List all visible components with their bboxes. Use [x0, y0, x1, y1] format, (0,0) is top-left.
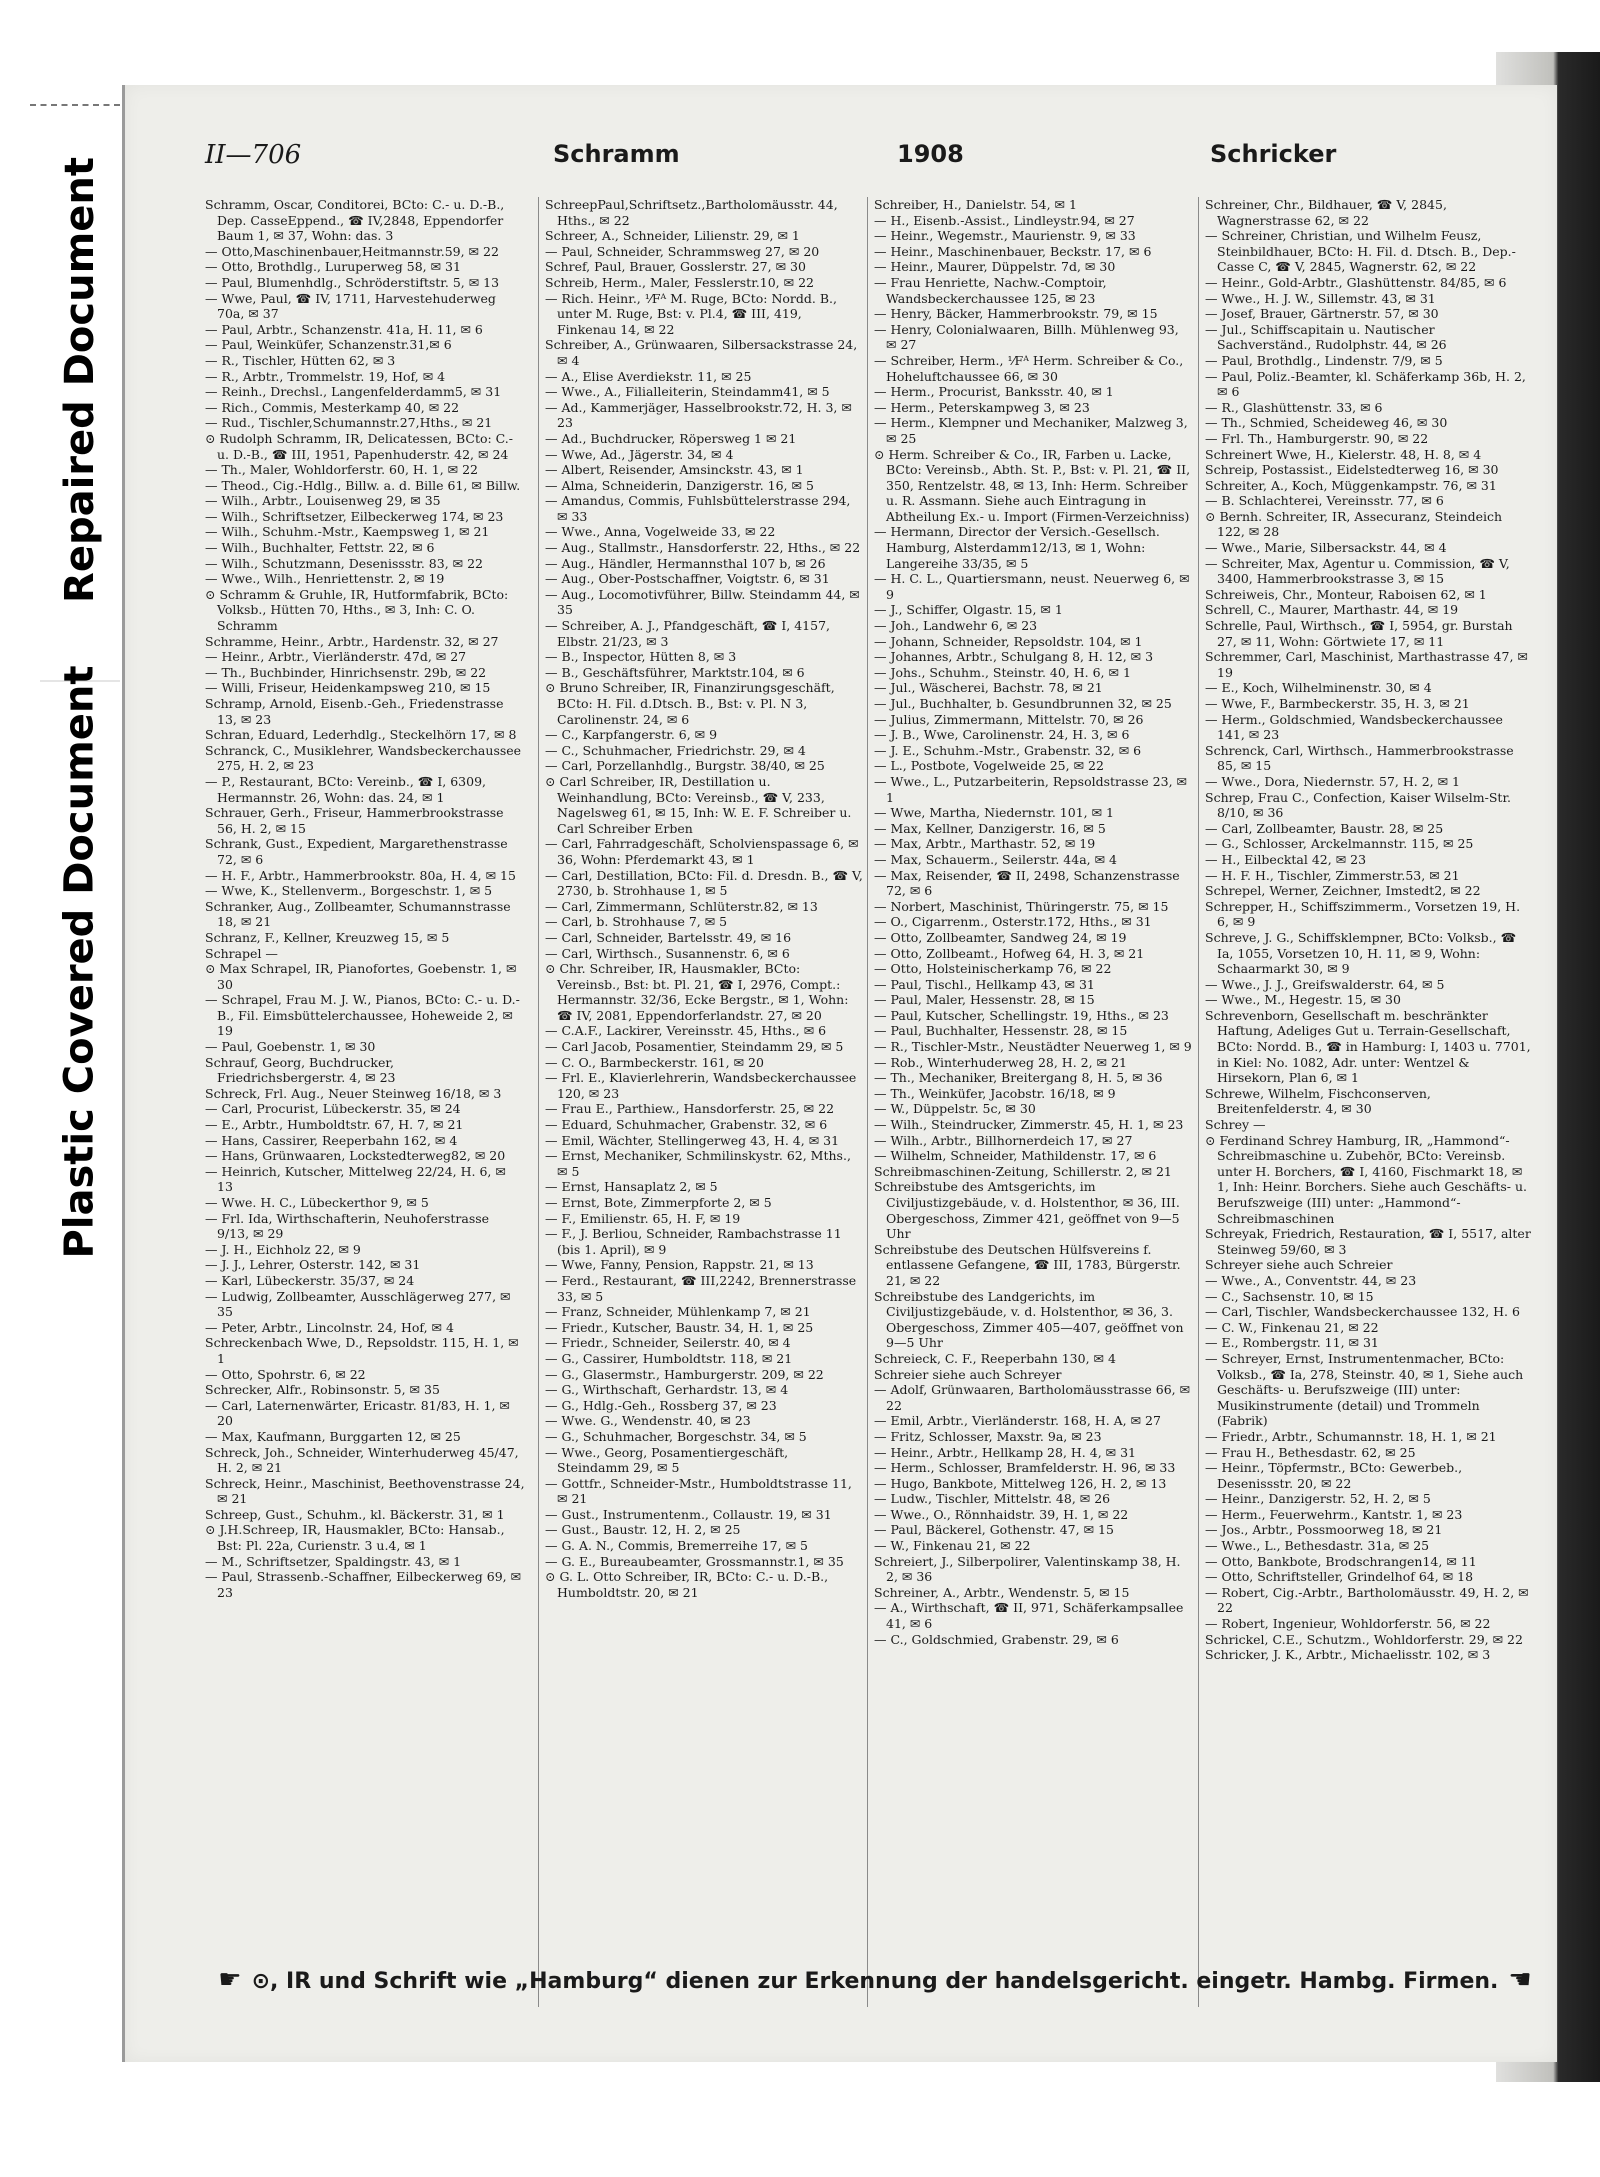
- directory-entry: — Schrapel, Frau M. J. W., Pianos, BCto: C.- u. D.-B., Fil. Eimsbüttelerchaussee, Hoheweide 2, ✉ 19: [205, 992, 520, 1039]
- directory-entry: — Ernst, Hansaplatz 2, ✉ 5: [545, 1179, 718, 1195]
- directory-entry: — Fritz, Schlosser, Maxstr. 9a, ✉ 23: [874, 1428, 1102, 1444]
- directory-entry: — Aug., Ober-Postschaffner, Voigtstr. 6, ✉ 31: [545, 571, 830, 587]
- plastic-label: Plastic Covered Document: [40, 680, 120, 1242]
- directory-entry: — Wwe., L., Putzarbeiterin, Repsoldstrasse 23, ✉ 1: [874, 773, 1187, 805]
- directory-entry: — G., Glasermstr., Hamburgerstr. 209, ✉ 22: [545, 1366, 824, 1382]
- directory-entry: Schran, Eduard, Lederhdlg., Steckelhörn 17, ✉ 8: [205, 727, 517, 743]
- directory-entry: — Wwe., Marie, Silbersackstr. 44, ✉ 4: [1205, 540, 1447, 556]
- directory-entry: — Wilh., Arbtr., Louisenweg 29, ✉ 35: [205, 493, 441, 509]
- directory-entry: ⊙ Max Schrapel, IR, Pianofortes, Goebenstr. 1, ✉ 30: [205, 961, 517, 992]
- directory-entry: — Albert, Reisender, Amsinckstr. 43, ✉ 1: [545, 462, 804, 478]
- directory-entry: — Th., Schmied, Scheideweg 46, ✉ 30: [1205, 415, 1448, 431]
- directory-entry: Schreiber, H., Danielstr. 54, ✉ 1: [874, 197, 1077, 212]
- directory-entry: — Schreiber, Herm., ⅟Fᴬ Herm. Schreiber & Co., Hoheluftchaussee 66, ✉ 30: [874, 352, 1184, 384]
- directory-entry: — C., Karpfangerstr. 6, ✉ 9: [545, 727, 718, 743]
- directory-entry: — G. E., Bureaubeamter, Grossmannstr.1, ✉ 35: [545, 1553, 844, 1569]
- directory-entry: — Carl, Procurist, Lübeckerstr. 35, ✉ 24: [205, 1101, 461, 1117]
- header-left-word: Schramm: [553, 140, 680, 168]
- directory-entry: — Ferd., Restaurant, ☎ III,2242, Brennerstrasse 33, ✉ 5: [545, 1272, 857, 1304]
- directory-entry: — Emil, Arbtr., Vierländerstr. 168, H. A, ✉ 27: [874, 1413, 1161, 1429]
- directory-entry: — Karl, Lübeckerstr. 35/37, ✉ 24: [205, 1272, 415, 1288]
- directory-entry: — Max, Reisender, ☎ II, 2498, Schanzenstrasse 72, ✉ 6: [874, 867, 1180, 899]
- directory-entry: — C., Sachsenstr. 10, ✉ 15: [1205, 1288, 1374, 1304]
- directory-entry: Schricker, J. K., Arbtr., Michaelisstr. 102, ✉ 3: [1205, 1647, 1491, 1663]
- directory-entry: — Frau E., Parthiew., Hansdorferstr. 25, ✉ 22: [545, 1101, 835, 1117]
- directory-entry: — Robert, Cig.-Arbtr., Bartholomäusstr. 49, H. 2, ✉ 22: [1205, 1584, 1529, 1616]
- directory-entry: — Rich. Heinr., ⅟Fᴬ M. Ruge, BCto: Nordd. B., unter M. Ruge, Bst: v. Pl.4, ☎ III, 419, Finkenau 14, ✉ 22: [545, 290, 837, 337]
- directory-entry: — Th., Mechaniker, Breitergang 8, H. 5, ✉ 36: [874, 1070, 1163, 1086]
- directory-entry: — Paul, Weinküfer, Schanzenstr.31,✉ 6: [205, 337, 452, 353]
- directory-entry: Schreve, J. G., Schiffsklempner, BCto: Volksb., ☎ Ia, 1055, Vorsetzen 10, H. 11, ✉ 9, Wohn: Schaarmarkt 30, ✉ 9: [1205, 929, 1517, 977]
- directory-entry: — C. O., Barmbeckerstr. 161, ✉ 20: [545, 1054, 764, 1070]
- directory-entry: — Carl, Porzellanhdlg., Burgstr. 38/40, ✉ 25: [545, 758, 825, 774]
- directory-entry: — Wilh., Schriftsetzer, Eilbeckerweg 174, ✉ 23: [205, 508, 504, 524]
- directory-entry: ⊙ Ferdinand Schrey Hamburg, IR, „Hammond“-Schreibmaschine u. Zubehör, BCto: Vereinsb. unter H. Borchers, ☎ I, 4160, Fischmarkt 18, ✉ 1, Inh: Heinr. Borchers. Siehe auch Geschäfts- u. Berufszweige (III) unter: „Hammond“-Schreibmaschinen: [1205, 1132, 1527, 1226]
- directory-entry: — Wwe. G., Wendenstr. 40, ✉ 23: [545, 1413, 751, 1429]
- directory-entry: — Reinh., Drechsl., Langenfelderdamm5, ✉ 31: [205, 384, 502, 400]
- directory-entry: — P., Restaurant, BCto: Vereinb., ☎ I, 6309, Hermannstr. 26, Wohn: das. 24, ✉ 1: [205, 773, 487, 805]
- directory-entry: Schreyer siehe auch Schreier: [1205, 1257, 1393, 1273]
- directory-entry: — Wilh., Schuhm.-Mstr., Kaempsweg 1, ✉ 21: [205, 524, 490, 540]
- directory-entry: Schrelle, Paul, Wirthsch., ☎ I, 5954, gr. Burstah 27, ✉ 11, Wohn: Görtwiete 17, ✉ 11: [1205, 618, 1513, 649]
- directory-entry: — Theod., Cig.-Hdlg., Billw. a. d. Bille 61, ✉ Billw.: [205, 477, 521, 493]
- directory-entry: ⊙ J.H.Schreep, IR, Hausmakler, BCto: Hansab., Bst: Pl. 22a, Curienstr. 3 u.4, ✉ 1: [205, 1522, 505, 1554]
- directory-entry: Schranz, F., Kellner, Kreuzweg 15, ✉ 5: [205, 929, 450, 945]
- directory-entry: — Peter, Arbtr., Lincolnstr. 24, Hof, ✉ 4: [205, 1319, 454, 1335]
- directory-entry: — Josef, Brauer, Gärtnerstr. 57, ✉ 30: [1205, 306, 1439, 322]
- header-right-word: Schricker: [1210, 140, 1337, 168]
- directory-entry: — Jul., Wäscherei, Bachstr. 78, ✉ 21: [874, 680, 1103, 696]
- directory-entry: Schreer, A., Schneider, Lilienstr. 29, ✉ 1: [545, 228, 800, 244]
- directory-entry: — Eduard, Schuhmacher, Grabenstr. 32, ✉ 6: [545, 1117, 828, 1133]
- directory-entry: — Herm., Klempner und Mechaniker, Malzweg 3, ✉ 25: [874, 415, 1188, 446]
- directory-entry: — R., Tischler-Mstr., Neustädter Neuerweg 1, ✉ 9: [874, 1039, 1192, 1055]
- directory-entry: — Ad., Kammerjäger, Hasselbrookstr.72, H. 3, ✉ 23: [545, 399, 852, 431]
- directory-entry: Schreckenbach Wwe, D., Repsoldstr. 115, H. 1, ✉ 1: [205, 1335, 519, 1366]
- directory-entry: — Paul, Kutscher, Schellingstr. 19, Hths., ✉ 23: [874, 1007, 1169, 1023]
- directory-entry: Schrauer, Gerh., Friseur, Hammerbrookstrasse 56, H. 2, ✉ 15: [205, 805, 504, 836]
- directory-entry: — Wwe., H. J. W., Sillemstr. 43, ✉ 31: [1205, 290, 1436, 306]
- directory-entry: — Th., Weinküfer, Jacobstr. 16/18, ✉ 9: [874, 1085, 1116, 1101]
- directory-entry: — Heinr., Töpfermstr., BCto: Gewerbeb., Desenissstr. 20, ✉ 22: [1205, 1460, 1463, 1491]
- directory-entry: — Carl, b. Strohhause 7, ✉ 5: [545, 914, 728, 930]
- directory-entry: — Aug., Händler, Hermannsthal 107 b, ✉ 26: [545, 555, 826, 571]
- directory-entry: — Heinrich, Kutscher, Mittelweg 22/24, H. 6, ✉ 13: [205, 1163, 506, 1195]
- directory-entry: — Wwe, K., Stellenverm., Borgeschstr. 1, ✉ 5: [205, 883, 493, 899]
- directory-entry: — Wilh., Schutzmann, Desenissstr. 83, ✉ 22: [205, 555, 483, 571]
- directory-entry: — Wwe., Wilh., Henriettenstr. 2, ✉ 19: [205, 571, 445, 587]
- directory-entry: — W., Düppelstr. 5c, ✉ 30: [874, 1101, 1036, 1117]
- directory-entry: — Joh., Landwehr 6, ✉ 23: [874, 618, 1038, 634]
- directory-entry: — W., Finkenau 21, ✉ 22: [874, 1538, 1031, 1554]
- directory-entry: — H., Eisenb.-Assist., Lindleystr.94, ✉ 27: [874, 212, 1135, 228]
- directory-entry: — Hans, Grünwaaren, Lockstedterweg82, ✉ 20: [205, 1148, 506, 1164]
- directory-entry: Schrecker, Alfr., Robinsonstr. 5, ✉ 35: [205, 1382, 440, 1398]
- directory-entry: Schreck, Heinr., Maschinist, Beethovenstrasse 24, ✉ 21: [205, 1475, 525, 1507]
- directory-entry: — Max, Arbtr., Marthastr. 52, ✉ 19: [874, 836, 1096, 852]
- directory-entry: — Heinr., Arbtr., Vierländerstr. 47d, ✉ 27: [205, 649, 467, 665]
- directory-entry: Schrank, Gust., Expedient, Margarethenstrasse 72, ✉ 6: [205, 836, 508, 867]
- directory-entry: — Otto, Zollbeamter, Sandweg 24, ✉ 19: [874, 929, 1127, 945]
- directory-entry: — Paul, Tischl., Hellkamp 43, ✉ 31: [874, 976, 1095, 992]
- directory-entry: Schreiber, A., Grünwaaren, Silbersackstrasse 24, ✉ 4: [545, 337, 858, 368]
- directory-entry: Schreier siehe auch Schreyer: [874, 1366, 1062, 1382]
- column-2: [538, 197, 863, 2007]
- directory-entry: — Norbert, Maschinist, Thüringerstr. 75, ✉ 15: [874, 898, 1169, 914]
- directory-entry: ⊙ Bruno Schreiber, IR, Finanzirungsgeschäft, BCto: H. Fil. d.Dtsch. B., Bst: v. Pl. N 3, Carolinenstr. 24, ✉ 6: [545, 680, 835, 727]
- directory-entry: Schreib, Herm., Maler, Fesslerstr.10, ✉ 22: [545, 274, 814, 290]
- directory-entry: Schranck, C., Musiklehrer, Wandsbeckerchaussee 275, H. 2, ✉ 23: [205, 742, 522, 774]
- directory-entry: — Wwe, Fanny, Pension, Rappstr. 21, ✉ 13: [545, 1257, 814, 1273]
- directory-entry: — Wwe., L., Bethesdastr. 31a, ✉ 25: [1205, 1538, 1430, 1554]
- directory-entry: — E., Rombergstr. 11, ✉ 31: [1205, 1335, 1379, 1351]
- directory-entry: — Schreiber, A. J., Pfandgeschäft, ☎ I, 4157, Elbstr. 21/23, ✉ 3: [545, 618, 831, 649]
- directory-entry: — J. B., Wwe, Carolinenstr. 24, H. 3, ✉ 6: [874, 727, 1130, 743]
- column-3: [867, 197, 1192, 2007]
- directory-entry: — Frl. Ida, Wirthschafterin, Neuhoferstrasse 9/13, ✉ 29: [205, 1210, 490, 1242]
- directory-entry: — O., Cigarrenm., Osterstr.172, Hths., ✉ 31: [874, 914, 1152, 930]
- directory-entry: — R., Arbtr., Trommelstr. 19, Hof, ✉ 4: [205, 368, 446, 384]
- directory-entry: — Wilh., Buchhalter, Fettstr. 22, ✉ 6: [205, 540, 435, 556]
- directory-entry: — Adolf, Grünwaaren, Bartholomäusstrasse 66, ✉ 22: [874, 1382, 1191, 1413]
- directory-entry: ⊙ Chr. Schreiber, IR, Hausmakler, BCto: Vereinsb., Bst: bt. Pl. 21, ☎ I, 2976, Compt.: Hermannstr. 32/36, Ecke Bergstr., ✉ 1, Wohn: ☎ IV, 2081, Eppendorferlandstr. 27, ✉ 20: [545, 961, 849, 1023]
- directory-entry: — E., Arbtr., Humboldtstr. 67, H. 7, ✉ 21: [205, 1117, 464, 1133]
- directory-entry: Schrey —: [1205, 1117, 1266, 1133]
- directory-entry: Schramme, Heinr., Arbtr., Hardenstr. 32, ✉ 27: [205, 633, 499, 649]
- directory-entry: — Herm., Feuerwehrm., Kantstr. 1, ✉ 23: [1205, 1506, 1463, 1522]
- directory-entry: — Wwe., A., Filialleiterin, Steindamm41, ✉ 5: [545, 384, 830, 400]
- directory-entry: — Wwe., Dora, Niedernstr. 57, H. 2, ✉ 1: [1205, 773, 1461, 789]
- directory-entry: — Hans, Cassirer, Reeperbahn 162, ✉ 4: [205, 1132, 458, 1148]
- directory-entry: — Herm., Schlosser, Bramfelderstr. H. 96, ✉ 33: [874, 1460, 1176, 1476]
- directory-entry: — Amandus, Commis, Fuhlsbüttelerstrasse 294, ✉ 33: [545, 493, 851, 524]
- directory-entry: — Carl, Tischler, Wandsbeckerchaussee 132, H. 6: [1205, 1304, 1520, 1320]
- directory-entry: — Otto, Brothdlg., Luruperweg 58, ✉ 31: [205, 259, 461, 275]
- directory-entry: — Emil, Wächter, Stellingerweg 43, H. 4, ✉ 31: [545, 1132, 840, 1148]
- directory-entry: Schramm, Oscar, Conditorei, BCto: C.- u. D.-B., Dep. CasseEppend., ☎ IV,2848, Eppendorfer Baum 1, ✉ 37, Wohn: das. 3: [205, 197, 505, 244]
- directory-entry: — G., Hdlg.-Geh., Rossberg 37, ✉ 23: [545, 1397, 777, 1413]
- directory-entry: — Otto, Schriftsteller, Grindelhof 64, ✉ 18: [1205, 1569, 1474, 1585]
- directory-entry: — Otto, Bankbote, Brodschrangen14, ✉ 11: [1205, 1553, 1477, 1569]
- directory-entry: — Friedr., Arbtr., Schumannstr. 18, H. 1, ✉ 21: [1205, 1428, 1497, 1444]
- directory-entry: — Alma, Schneiderin, Danzigerstr. 16, ✉ 5: [545, 477, 814, 493]
- directory-entry: Schreibstube des Landgerichts, im Civiljustizgebäude, v. d. Holstenthor, ✉ 36, 3. Obergeschoss, Zimmer 405—407, geöffnet von 9—5 Uhr: [874, 1288, 1184, 1351]
- directory-entry: — Ludwig, Zollbeamter, Ausschlägerweg 277, ✉ 35: [205, 1288, 511, 1320]
- header-year: 1908: [897, 140, 964, 168]
- directory-entry: — Max, Schauerm., Seilerstr. 44a, ✉ 4: [874, 851, 1118, 867]
- directory-entry: — E., Koch, Wilhelminenstr. 30, ✉ 4: [1205, 680, 1432, 696]
- directory-entry: ⊙ Schramm & Gruhle, IR, Hutformfabrik, BCto: Volksb., Hütten 70, Hths., ✉ 3, Inh: C. O. Schramm: [205, 586, 509, 634]
- directory-entry: Schreibstube des Amtsgerichts, im Civiljustizgebäude, v. d. Holstenthor, ✉ 36, III. Obergeschoss, Zimmer 421, geöffnet von 9—5 Uhr: [874, 1179, 1180, 1242]
- directory-entry: — Gust., Instrumentenm., Collaustr. 19, ✉ 31: [545, 1506, 832, 1522]
- directory-entry: — Paul, Schneider, Schrammsweg 27, ✉ 20: [545, 243, 820, 259]
- directory-entry: — Max, Kaufmann, Burggarten 12, ✉ 25: [205, 1428, 461, 1444]
- directory-entry: — Carl, Zimmermann, Schlüterstr.82, ✉ 13: [545, 898, 818, 914]
- directory-entry: — Heinr., Wegemstr., Maurienstr. 9, ✉ 33: [874, 228, 1136, 244]
- directory-entry: — Herm., Peterskampweg 3, ✉ 23: [874, 399, 1090, 415]
- directory-entry: — Carl, Destillation, BCto: Fil. d. Dresdn. B., ☎ V, 2730, b. Strohhause 1, ✉ 5: [545, 867, 863, 899]
- directory-entry: Schreieck, C. F., Reeperbahn 130, ✉ 4: [874, 1350, 1116, 1366]
- directory-entry: — Wwe, Ad., Jägerstr. 34, ✉ 4: [545, 446, 734, 462]
- directory-entry: — Frau Henriette, Nachw.-Comptoir, Wandsbeckerchaussee 125, ✉ 23: [874, 274, 1107, 306]
- directory-page: [122, 85, 1557, 2062]
- directory-entry: ⊙ G. L. Otto Schreiber, IR, BCto: C.- u. D.-B., Humboldtstr. 20, ✉ 21: [545, 1569, 829, 1600]
- directory-entry: — Paul, Bäckerel, Gothenstr. 47, ✉ 15: [874, 1522, 1114, 1538]
- directory-entry: — Schreyer, Ernst, Instrumentenmacher, BCto: Volksb., ☎ Ia, 278, Steinstr. 40, ✉ 1, Siehe auch Geschäfts- u. Berufszweige (III) unter: Musikinstrumente (detail) und Trommeln (Fabrik): [1205, 1350, 1524, 1429]
- directory-entry: — Jos., Arbtr., Possmoorweg 18, ✉ 21: [1205, 1522, 1443, 1538]
- directory-entry: — G. A. N., Commis, Bremerreihe 17, ✉ 5: [545, 1538, 808, 1554]
- directory-entry: Schreiert, J., Silberpolirer, Valentinskamp 38, H. 2, ✉ 36: [874, 1553, 1181, 1585]
- directory-entry: — Wwe. H. C., Lübeckerthor 9, ✉ 5: [205, 1195, 429, 1210]
- directory-entry: — L., Postbote, Vogelweide 25, ✉ 22: [874, 758, 1104, 774]
- directory-entry: — J. J., Lehrer, Osterstr. 142, ✉ 31: [205, 1257, 421, 1273]
- directory-entry: ⊙ Bernh. Schreiter, IR, Assecuranz, Steindeich 122, ✉ 28: [1205, 508, 1503, 540]
- directory-entry: — J., Schiffer, Olgastr. 15, ✉ 1: [874, 602, 1063, 618]
- directory-entry: — Ad., Buchdrucker, Röpersweg 1 ✉ 21: [545, 430, 797, 446]
- directory-entry: Schreiner, A., Arbtr., Wendenstr. 5, ✉ 15: [874, 1584, 1130, 1600]
- dashed-line: [30, 104, 120, 106]
- directory-entry: — R., Glashüttenstr. 33, ✉ 6: [1205, 399, 1383, 415]
- directory-entry: — H. C. L., Quartiersmann, neust. Neuerweg 6, ✉ 9: [874, 571, 1190, 602]
- directory-entry: Schrapel —: [205, 945, 278, 961]
- directory-entry: — A., Wirthschaft, ☎ II, 971, Schäferkampsallee 41, ✉ 6: [874, 1600, 1184, 1632]
- directory-entry: — H. F., Arbtr., Hammerbrookstr. 80a, H. 4, ✉ 15: [205, 867, 516, 883]
- directory-entry: — Wwe, F., Barmbeckerstr. 35, H. 3, ✉ 21: [1205, 696, 1470, 711]
- directory-entry: — C. W., Finkenau 21, ✉ 22: [1205, 1319, 1379, 1335]
- directory-entry: — Otto, Zollbeamt., Hofweg 64, H. 3, ✉ 21: [874, 945, 1145, 961]
- directory-entry: Schreyak, Friedrich, Restauration, ☎ I, 5517, alter Steinweg 59/60, ✉ 3: [1205, 1226, 1531, 1257]
- directory-entry: — Wwe, Martha, Niedernstr. 101, ✉ 1: [874, 805, 1115, 821]
- directory-entry: Schreibstube des Deutschen Hülfsvereins f. entlassene Gefangene, ☎ III, 1783, Bürgerstr. 21, ✉ 22: [874, 1241, 1181, 1288]
- directory-entry: — Carl, Zollbeamter, Baustr. 28, ✉ 25: [1205, 820, 1444, 836]
- directory-entry: — Paul, Brothdlg., Lindenstr. 7/9, ✉ 5: [1205, 352, 1443, 368]
- directory-entry: — G., Wirthschaft, Gerhardstr. 13, ✉ 4: [545, 1382, 789, 1398]
- directory-entry: Schreip, Postassist., Eidelstedterweg 16, ✉ 30: [1205, 462, 1499, 478]
- directory-entry: Schrauf, Georg, Buchdrucker, Friedrichsbergerstr. 4, ✉ 23: [205, 1054, 396, 1086]
- column-4: [1198, 197, 1531, 2007]
- directory-entry: — Paul, Strassenb.-Schaffner, Eilbeckerweg 69, ✉ 23: [205, 1569, 522, 1600]
- directory-entry: — Robert, Ingenieur, Wohldorferstr. 56, ✉ 22: [1205, 1616, 1491, 1632]
- directory-entry: Schrepel, Werner, Zeichner, Imstedt2, ✉ 22: [1205, 883, 1481, 899]
- directory-entry: — M., Schriftsetzer, Spaldingstr. 43, ✉ 1: [205, 1553, 462, 1569]
- directory-entry: — G., Cassirer, Humboldtstr. 118, ✉ 21: [545, 1350, 793, 1366]
- directory-entry: — Wwe., O., Rönnhaidstr. 39, H. 1, ✉ 22: [874, 1506, 1129, 1522]
- pointing-hand-right-icon: ☛: [218, 1965, 242, 1995]
- directory-entry: — Henry, Bäcker, Hammerbrookstr. 79, ✉ 15: [874, 306, 1158, 322]
- directory-entry: — B., Inspector, Hütten 8, ✉ 3: [545, 649, 737, 665]
- directory-entry: — Frau H., Bethesdastr. 62, ✉ 25: [1205, 1444, 1416, 1460]
- directory-entry: — Paul, Blumenhdlg., Schröderstiftstr. 5, ✉ 13: [205, 274, 500, 290]
- directory-entry: Schreiner, Chr., Bildhauer, ☎ V, 2845, Wagnerstrasse 62, ✉ 22: [1205, 197, 1447, 228]
- directory-entry: — Paul, Goebenstr. 1, ✉ 30: [205, 1039, 376, 1055]
- directory-entry: — Th., Maler, Wohldorferstr. 60, H. 1, ✉ 22: [205, 462, 478, 478]
- directory-entry: Schref, Paul, Brauer, Gosslerstr. 27, ✉ 30: [545, 259, 806, 275]
- directory-entry: — Ludw., Tischler, Mittelstr. 48, ✉ 26: [874, 1491, 1111, 1507]
- side-labels: [40, 120, 120, 1259]
- directory-entry: — Carl, Wirthsch., Susannenstr. 6, ✉ 6: [545, 945, 790, 961]
- directory-entry: Schremmer, Carl, Maschinist, Marthastrasse 47, ✉ 19: [1205, 649, 1528, 680]
- directory-entry: — Wwe., J. J., Greifswalderstr. 64, ✉ 5: [1205, 976, 1445, 992]
- column-1: [205, 197, 525, 2007]
- directory-entry: — Henry, Colonialwaaren, Billh. Mühlenweg 93, ✉ 27: [874, 321, 1179, 353]
- directory-entry: — Johs., Schuhm., Steinstr. 40, H. 6, ✉ 1: [874, 664, 1131, 680]
- directory-entry: Schrevenborn, Gesellschaft m. beschränkter Haftung, Adeliges Gut u. Terrain-Gesellschaft, BCto: Nordd. B., ☎ in Hamburg: I, 1403 u. 7701, in Kiel: No. 1082, Adr. unter: Wentzel & Hirsekorn, Plan 6, ✉ 1: [1205, 1007, 1531, 1086]
- directory-entry: SchreepPaul,Schriftsetz.,Bartholomäusstr. 44, Hths., ✉ 22: [545, 197, 838, 228]
- directory-entry: — B., Geschäftsführer, Marktstr.104, ✉ 6: [545, 664, 805, 680]
- directory-entry: Schreck, Joh., Schneider, Winterhuderweg 45/47, H. 2, ✉ 21: [205, 1444, 519, 1476]
- directory-entry: — Heinr., Gold-Arbtr., Glashüttenstr. 84/85, ✉ 6: [1205, 274, 1507, 290]
- directory-entry: — Herm., Goldschmied, Wandsbeckerchaussee 141, ✉ 23: [1205, 711, 1503, 743]
- directory-entry: — Willi, Friseur, Heidenkampsweg 210, ✉ 15: [205, 680, 491, 696]
- directory-entry: — Julius, Zimmermann, Mittelstr. 70, ✉ 26: [874, 711, 1144, 727]
- directory-entry: — Friedr., Kutscher, Baustr. 34, H. 1, ✉ 25: [545, 1319, 814, 1335]
- directory-entry: Schrickel, C.E., Schutzm., Wohldorferstr. 29, ✉ 22: [1205, 1631, 1523, 1647]
- directory-entry: — Wwe., A., Conventstr. 44, ✉ 23: [1205, 1272, 1417, 1288]
- directory-entry: Schreiter, A., Koch, Müggenkampstr. 76, ✉ 31: [1205, 477, 1497, 493]
- directory-entry: — Gust., Baustr. 12, H. 2, ✉ 25: [545, 1522, 741, 1538]
- directory-entry: Schrewe, Wilhelm, Fischconserven, Breitenfelderstr. 4, ✉ 30: [1205, 1085, 1431, 1117]
- directory-entry: — Johann, Schneider, Repsoldstr. 104, ✉ 1: [874, 633, 1143, 649]
- directory-entry: — Ernst, Bote, Zimmerpforte 2, ✉ 5: [545, 1195, 772, 1210]
- directory-entry: — Wwe, Paul, ☎ IV, 1711, Harvestehuderweg 70a, ✉ 37: [205, 290, 496, 322]
- directory-entry: — Carl, Schneider, Bartelsstr. 49, ✉ 16: [545, 929, 792, 945]
- directory-entry: — Aug., Stallmstr., Hansdorferstr. 22, Hths., ✉ 22: [545, 540, 861, 556]
- directory-entry: — Friedr., Schneider, Seilerstr. 40, ✉ 4: [545, 1335, 791, 1351]
- directory-entry: — H., Eilbecktal 42, ✉ 23: [1205, 851, 1367, 867]
- directory-entry: — F., J. Berliou, Schneider, Rambachstrasse 11 (bis 1. April), ✉ 9: [545, 1226, 842, 1257]
- directory-entry: Schranker, Aug., Zollbeamter, Schumannstrasse 18, ✉ 21: [205, 898, 511, 930]
- directory-entry: — C., Schuhmacher, Friedrichstr. 29, ✉ 4: [545, 742, 806, 758]
- directory-entry: — Th., Buchbinder, Hinrichsenstr. 29b, ✉ 22: [205, 664, 487, 680]
- directory-entry: — Otto, Holsteinischerkamp 76, ✉ 22: [874, 961, 1112, 977]
- directory-entry: — Heinr., Maschinenbauer, Beckstr. 17, ✉ 6: [874, 243, 1152, 259]
- directory-entry: — G., Schlosser, Arckelmannstr. 115, ✉ 25: [1205, 836, 1474, 852]
- directory-entry: — Otto, Spohrstr. 6, ✉ 22: [205, 1366, 366, 1382]
- directory-entry: — Frl. Th., Hamburgerstr. 90, ✉ 22: [1205, 430, 1429, 446]
- repaired-label: Repaired Document: [57, 157, 103, 603]
- directory-entry: — Otto,Maschinenbauer,Heitmannstr.59, ✉ 22: [205, 243, 499, 259]
- directory-entry: ⊙ Rudolph Schramm, IR, Delicatessen, BCto: C.- u. D.-B., ☎ III, 1951, Papenhuderstr. 42, ✉ 24: [205, 430, 513, 462]
- directory-entry: Schrenck, Carl, Wirthsch., Hammerbrookstrasse 85, ✉ 15: [1205, 742, 1514, 774]
- directory-entry: — Ernst, Mechaniker, Schmilinskystr. 62, Mths., ✉ 5: [545, 1148, 851, 1179]
- directory-entry: Schrep, Frau C., Confection, Kaiser Wilselm-Str. 8/10, ✉ 36: [1205, 789, 1512, 821]
- directory-entry: — Wwe., Anna, Vogelweide 33, ✉ 22: [545, 524, 776, 540]
- directory-entry: Schramp, Arnold, Eisenb.-Geh., Friedenstrasse 13, ✉ 23: [205, 696, 504, 727]
- directory-entry: — Heinr., Arbtr., Hellkamp 28, H. 4, ✉ 31: [874, 1444, 1136, 1460]
- directory-entry: — Heinr., Maurer, Düppelstr. 7d, ✉ 30: [874, 259, 1116, 275]
- directory-entry: — Johannes, Arbtr., Schulgang 8, H. 12, ✉ 3: [874, 649, 1154, 665]
- pointing-hand-left-icon: ☚: [1508, 1965, 1532, 1995]
- directory-entry: — Paul, Buchhalter, Hessenstr. 28, ✉ 15: [874, 1023, 1128, 1039]
- directory-entry: — Gottfr., Schneider-Mstr., Humboldtstrasse 11, ✉ 21: [545, 1475, 852, 1507]
- directory-entry: — Paul, Arbtr., Schanzenstr. 41a, H. 11, ✉ 6: [205, 321, 483, 337]
- directory-entry: — Hugo, Bankbote, Mittelweg 126, H. 2, ✉ 13: [874, 1475, 1167, 1491]
- directory-entry: Schreibmaschinen-Zeitung, Schillerstr. 2, ✉ 21: [874, 1163, 1172, 1179]
- directory-entry: — Jul., Buchhalter, b. Gesundbrunnen 32, ✉ 25: [874, 696, 1172, 711]
- directory-entry: — Paul, Poliz.-Beamter, kl. Schäferkamp 36b, H. 2, ✉ 6: [1205, 368, 1526, 400]
- directory-entry: — R., Tischler, Hütten 62, ✉ 3: [205, 352, 396, 368]
- directory-entry: — H. F. H., Tischler, Zimmerstr.53, ✉ 21: [1205, 867, 1460, 883]
- directory-entry: — Max, Kellner, Danzigerstr. 16, ✉ 5: [874, 820, 1106, 836]
- directory-entry: — Hermann, Director der Versich.-Gesellsch. Hamburg, Alsterdamm12/13, ✉ 1, Wohn: Langereihe 33/35, ✉ 5: [874, 524, 1160, 571]
- footer-text: ⊙, IR und Schrift wie „Hamburg“ dienen zur Erkennung der handelsgericht. eingetr. Hambg. Firmen.: [251, 1969, 1499, 1994]
- directory-entry: — Jul., Schiffscapitain u. Nautischer Sachverständ., Rudolphstr. 44, ✉ 26: [1205, 321, 1447, 353]
- directory-entry: — Carl, Laternenwärter, Ericastr. 81/83, H. 1, ✉ 20: [205, 1397, 510, 1429]
- directory-entry: — G., Schuhmacher, Borgeschstr. 34, ✉ 5: [545, 1428, 807, 1444]
- directory-entry: — B. Schlachterei, Vereinsstr. 77, ✉ 6: [1205, 493, 1444, 509]
- directory-entry: Schreep, Gust., Schuhm., kl. Bäckerstr. 31, ✉ 1: [205, 1506, 505, 1522]
- directory-entry: — J. H., Eichholz 22, ✉ 9: [205, 1241, 361, 1257]
- page-number: II—706: [205, 140, 302, 170]
- directory-entry: — Wwe., M., Hegestr. 15, ✉ 30: [1205, 992, 1401, 1008]
- directory-entry: — Heinr., Danzigerstr. 52, H. 2, ✉ 5: [1205, 1491, 1431, 1507]
- directory-entry: — Herm., Procurist, Banksstr. 40, ✉ 1: [874, 384, 1114, 400]
- directory-entry: — Rob., Winterhuderweg 28, H. 2, ✉ 21: [874, 1054, 1127, 1070]
- footer-note: [195, 1965, 1555, 1995]
- directory-entry: — Wilh., Arbtr., Billhornerdeich 17, ✉ 27: [874, 1132, 1133, 1148]
- directory-entry: — Paul, Maler, Hessenstr. 28, ✉ 15: [874, 992, 1095, 1008]
- columns: [205, 197, 1535, 2007]
- directory-entry: — Wilh., Steindrucker, Zimmerstr. 45, H. 1, ✉ 23: [874, 1117, 1184, 1133]
- page-header: [205, 140, 1535, 180]
- directory-entry: — C., Goldschmied, Grabenstr. 29, ✉ 6: [874, 1631, 1119, 1647]
- directory-entry: — Aug., Locomotivführer, Billw. Steindamm 44, ✉ 35: [545, 586, 860, 618]
- directory-entry: Schreiweis, Chr., Monteur, Raboisen 62, ✉ 1: [1205, 586, 1487, 602]
- directory-entry: — J. E., Schuhm.-Mstr., Grabenstr. 32, ✉ 6: [874, 742, 1142, 758]
- directory-entry: ⊙ Herm. Schreiber & Co., IR, Farben u. Lacke, BCto: Vereinsb., Abth. St. P., Bst: v. Pl. 21, ☎ II, 350, Rentzelstr. 48, ✉ 13, Inh: Herm. Schreiber u. R. Assmann. Siehe auch Eintragung in Abtheilung Ex.- u. Import (Firmen-Verzeichniss): [874, 446, 1191, 524]
- directory-entry: Schreinert Wwe, H., Kielerstr. 48, H. 8, ✉ 4: [1205, 446, 1482, 462]
- directory-entry: — Schreiner, Christian, und Wilhelm Feusz, Steinbildhauer, BCto: H. Fil. d. Dtsch. B., Dep.-Casse C, ☎ V, 2845, Wagnerstr. 62, ✉ 22: [1205, 228, 1516, 275]
- directory-entry: — Rich., Commis, Mesterkamp 40, ✉ 22: [205, 399, 460, 415]
- directory-entry: — Frl. E., Klavierlehrerin, Wandsbeckerchaussee 120, ✉ 23: [545, 1070, 857, 1101]
- directory-entry: — C.A.F., Lackirer, Vereinsstr. 45, Hths., ✉ 6: [545, 1023, 827, 1039]
- directory-entry: — Wilhelm, Schneider, Mathildenstr. 17, ✉ 6: [874, 1148, 1157, 1164]
- directory-entry: — Wwe., Georg, Posamentiergeschäft, Steindamm 29, ✉ 5: [545, 1444, 789, 1476]
- directory-entry: ⊙ Carl Schreiber, IR, Destillation u. Weinhandlung, BCto: Vereinsb., ☎ V, 233, Nagelsweg 61, ✉ 15, Inh: W. E. F. Schreiber u. Carl Schreiber Erben: [545, 773, 852, 836]
- directory-entry: — Rud., Tischler,Schumannstr.27,Hths., ✉ 21: [205, 415, 493, 431]
- directory-entry: — A., Elise Averdiekstr. 11, ✉ 25: [545, 368, 752, 384]
- directory-entry: Schreck, Frl. Aug., Neuer Steinweg 16/18, ✉ 3: [205, 1085, 502, 1101]
- directory-entry: — Schreiter, Max, Agentur u. Commission, ☎ V, 3400, Hammerbrookstrasse 3, ✉ 15: [1205, 555, 1510, 587]
- directory-entry: — F., Emilienstr. 65, H. F, ✉ 19: [545, 1210, 741, 1226]
- directory-entry: — Carl Jacob, Posamentier, Steindamm 29, ✉ 5: [545, 1039, 844, 1055]
- directory-entry: — Carl, Fahrradgeschäft, Scholvienspassage 6, ✉ 36, Wohn: Pferdemarkt 43, ✉ 1: [545, 836, 859, 867]
- directory-entry: Schrell, C., Maurer, Marthastr. 44, ✉ 19: [1205, 602, 1459, 618]
- directory-entry: — Franz, Schneider, Mühlenkamp 7, ✉ 21: [545, 1304, 811, 1320]
- directory-entry: Schrepper, H., Schiffszimmerm., Vorsetzen 19, H. 6, ✉ 9: [1205, 898, 1521, 930]
